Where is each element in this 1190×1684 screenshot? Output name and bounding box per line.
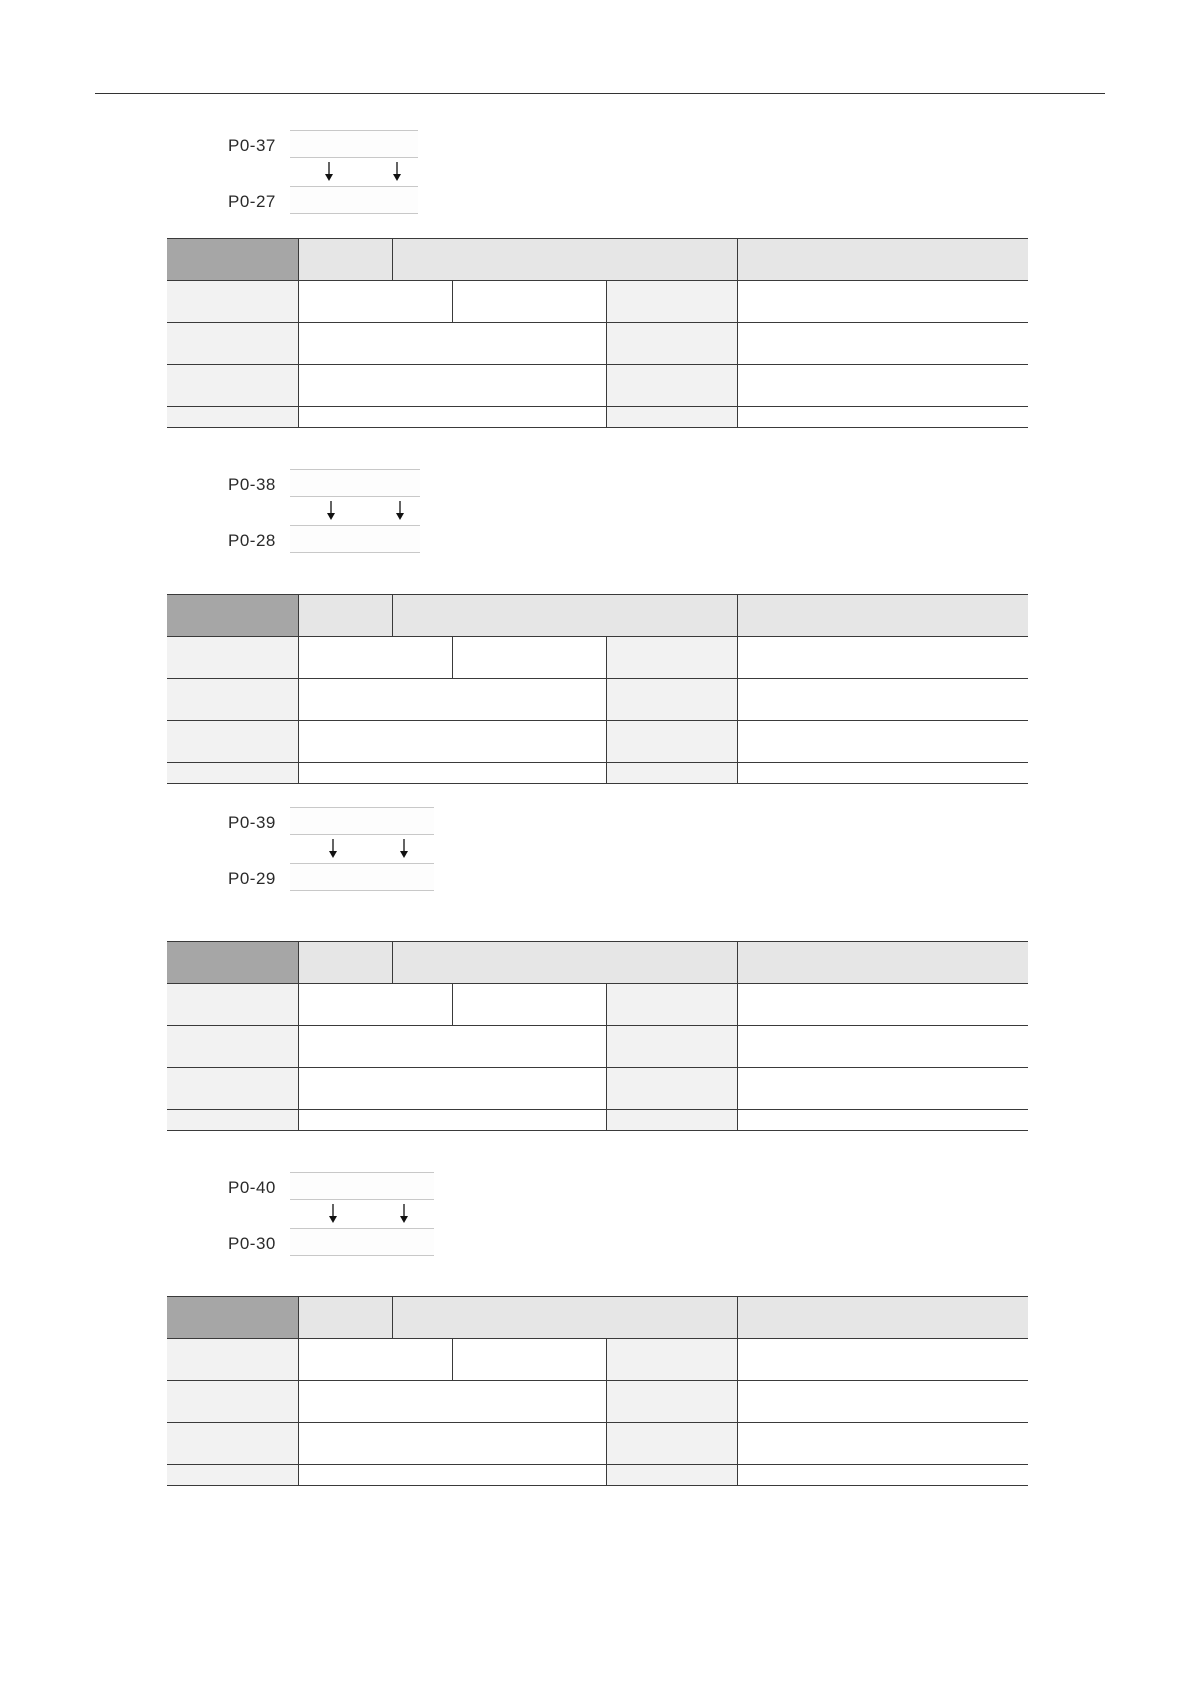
param-id-cell [167,239,298,281]
register-mapping-1 [228,128,448,218]
value-cell [298,637,452,679]
source-register-box [290,807,434,835]
row-label-cell [167,721,298,763]
row-label-cell [606,407,737,428]
row-label-cell [606,1068,737,1110]
target-register-box [290,863,434,891]
address-cell [298,239,392,281]
value-cell [737,637,1028,679]
down-arrow-icon [398,1204,410,1224]
row-label-cell [606,1381,737,1423]
value-cell [452,1339,606,1381]
row-label-cell [167,407,298,428]
row-label-cell [167,281,298,323]
param-name-cell [392,239,737,281]
row-label-cell [606,984,737,1026]
down-arrow-icon [325,501,337,521]
row-label-cell [167,1339,298,1381]
row-label-cell [606,1110,737,1131]
row-label-cell [167,1465,298,1486]
row-label-cell [606,763,737,784]
row-label-cell [606,637,737,679]
param-name-cell [392,942,737,984]
header-rule [95,93,1105,94]
value-cell [737,1110,1028,1131]
value-cell [298,1110,606,1131]
down-arrow-icon [394,501,406,521]
value-cell [737,1423,1028,1465]
related-section-cell [737,1297,1028,1339]
value-cell [737,281,1028,323]
target-register-label: P0-30 [228,1234,276,1253]
register-mapping-2 [228,467,448,557]
value-cell [298,1026,606,1068]
source-register-box [290,469,420,497]
target-register-label: P0-28 [228,531,276,550]
source-register-box [290,1172,434,1200]
value-cell [737,1026,1028,1068]
target-register-label: P0-29 [228,869,276,888]
row-label-cell [167,984,298,1026]
source-register-label: P0-37 [228,136,276,155]
value-cell [737,1068,1028,1110]
row-label-cell [167,323,298,365]
register-mapping-4 [228,1170,448,1260]
address-cell [298,595,392,637]
parameter-table-3 [167,941,1028,1131]
register-mapping-3 [228,805,448,895]
row-label-cell [606,365,737,407]
value-cell [737,721,1028,763]
param-name-cell [392,1297,737,1339]
value-cell [452,281,606,323]
value-cell [298,721,606,763]
value-cell [737,1465,1028,1486]
value-cell [737,1381,1028,1423]
value-cell [737,365,1028,407]
value-cell [298,679,606,721]
source-register-label: P0-40 [228,1178,276,1197]
row-label-cell [167,679,298,721]
target-register-box [290,186,418,214]
down-arrow-icon [398,839,410,859]
target-register-label: P0-27 [228,192,276,211]
row-label-cell [167,365,298,407]
row-label-cell [167,1110,298,1131]
row-label-cell [167,637,298,679]
row-label-cell [606,1026,737,1068]
param-id-cell [167,1297,298,1339]
value-cell [298,984,452,1026]
related-section-cell [737,942,1028,984]
value-cell [298,281,452,323]
target-register-box [290,525,420,553]
down-arrow-icon [323,162,335,182]
down-arrow-icon [391,162,403,182]
value-cell [298,323,606,365]
source-register-label: P0-38 [228,475,276,494]
value-cell [737,323,1028,365]
param-id-cell [167,942,298,984]
address-cell [298,942,392,984]
value-cell [298,365,606,407]
value-cell [298,763,606,784]
address-cell [298,1297,392,1339]
value-cell [452,984,606,1026]
value-cell [298,1465,606,1486]
value-cell [298,1423,606,1465]
row-label-cell [606,1339,737,1381]
row-label-cell [167,1423,298,1465]
value-cell [737,679,1028,721]
parameter-table-2 [167,594,1028,784]
row-label-cell [167,1026,298,1068]
param-id-cell [167,595,298,637]
value-cell [298,1339,452,1381]
value-cell [298,1068,606,1110]
param-name-cell [392,595,737,637]
related-section-cell [737,239,1028,281]
value-cell [298,407,606,428]
related-section-cell [737,595,1028,637]
row-label-cell [606,323,737,365]
source-register-box [290,130,418,158]
down-arrow-icon [327,839,339,859]
parameter-table-4 [167,1296,1028,1486]
row-label-cell [167,1068,298,1110]
parameter-table-1 [167,238,1028,428]
row-label-cell [606,721,737,763]
value-cell [452,637,606,679]
row-label-cell [606,1465,737,1486]
value-cell [737,407,1028,428]
value-cell [298,1381,606,1423]
row-label-cell [606,281,737,323]
source-register-label: P0-39 [228,813,276,832]
row-label-cell [167,1381,298,1423]
value-cell [737,1339,1028,1381]
value-cell [737,763,1028,784]
down-arrow-icon [327,1204,339,1224]
row-label-cell [606,679,737,721]
row-label-cell [606,1423,737,1465]
target-register-box [290,1228,434,1256]
row-label-cell [167,763,298,784]
value-cell [737,984,1028,1026]
